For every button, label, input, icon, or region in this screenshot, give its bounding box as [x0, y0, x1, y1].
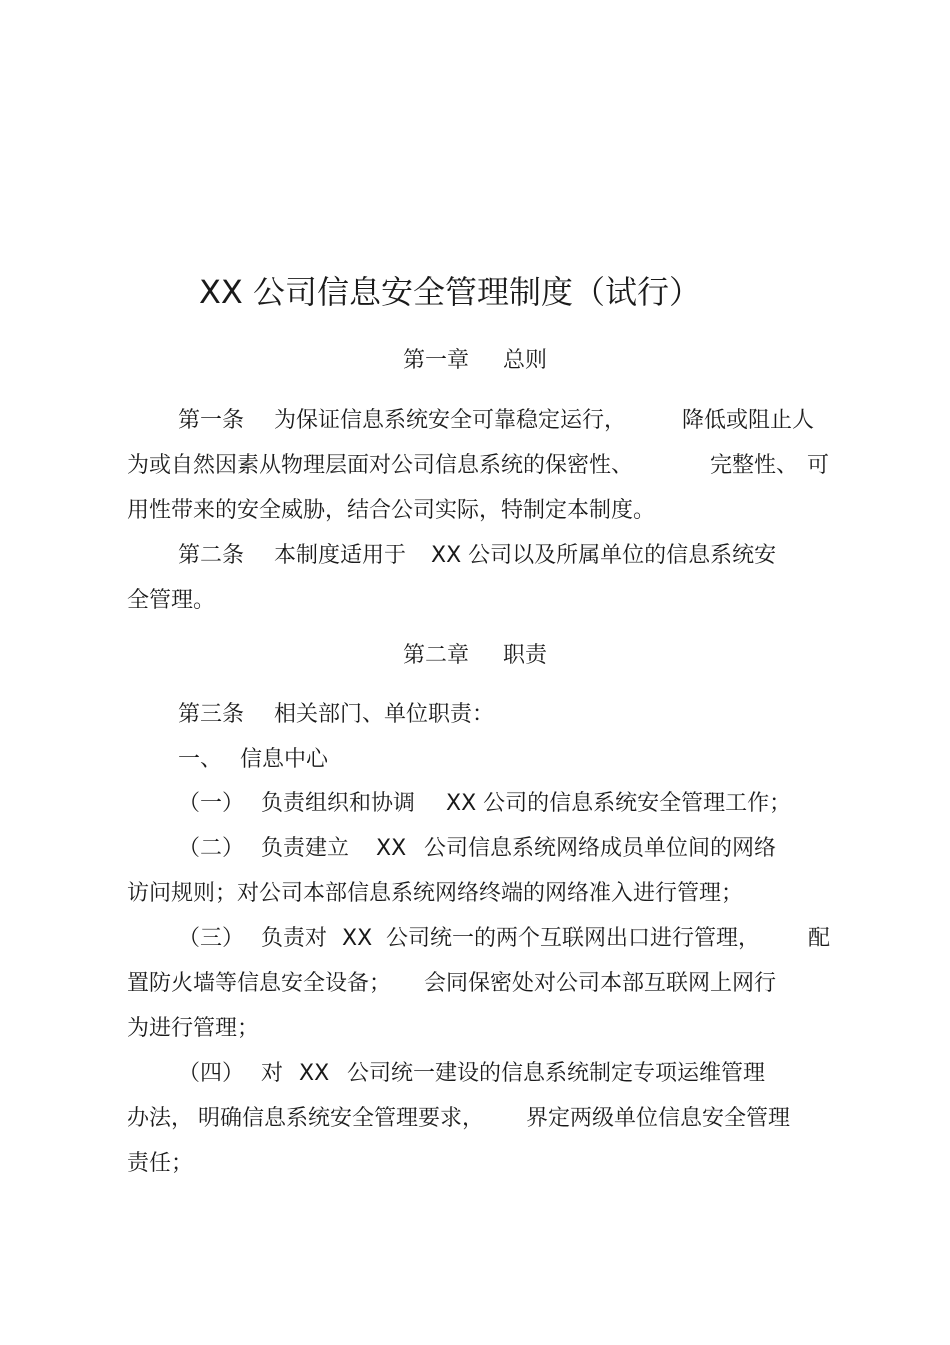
article-2-label: 第二条 [178, 543, 245, 568]
article-2-line-2: 全管理。 [127, 588, 216, 613]
article-1-line-3: 用性带来的安全威胁，结合公司实际，特制定本制度。 [127, 498, 656, 523]
item-2-text: 负责建立 [261, 836, 350, 861]
chapter-1-name: 总则 [503, 348, 548, 373]
article-3-text: 相关部门、单位职责： [274, 702, 495, 727]
item-2-number: （二） [178, 836, 245, 861]
item-1-number: （一） [178, 791, 245, 816]
item-1-text: 负责组织和协调 [261, 791, 416, 816]
article-1-text: 降低或阻止人 [682, 408, 815, 433]
item-3-text: 负责对 [261, 926, 328, 951]
article-2-text: XX 公司以及所属单位的信息系统安 [431, 543, 777, 568]
item-1-text: XX 公司的信息系统安全管理工作； [446, 791, 792, 816]
item-3-text: 公司统一的两个互联网出口进行管理， [386, 926, 761, 951]
article-3-label: 第三条 [178, 702, 245, 727]
item-4-text: 公司统一建设的信息系统制定专项运维管理 [347, 1061, 766, 1086]
article-1-text: 完整性、 [710, 453, 799, 478]
item-4-text: 明确信息系统安全管理要求， [198, 1106, 485, 1131]
article-2-text: 本制度适用于 [274, 543, 407, 568]
item-2-line-2: 访问规则；对公司本部信息系统网络终端的网络准入进行管理； [127, 881, 744, 906]
item-3-text: XX [342, 926, 373, 951]
item-4-number: （四） [178, 1061, 245, 1086]
item-4-line-3: 责任； [127, 1151, 194, 1176]
item-3-number: （三） [178, 926, 245, 951]
chapter-2-name: 职责 [503, 643, 548, 668]
item-4-text: XX [299, 1061, 330, 1086]
document-title: XX 公司信息安全管理制度（试行） [198, 273, 702, 311]
section-1-name: 信息中心 [240, 747, 329, 772]
article-1-label: 第一条 [178, 408, 245, 433]
item-4-text: 界定两级单位信息安全管理 [526, 1106, 791, 1131]
item-3-text: 配 [808, 926, 831, 951]
item-4-text: 办法， [127, 1106, 194, 1131]
item-3-text: 置防火墙等信息安全设备； [127, 971, 392, 996]
article-1-text: 可 [807, 453, 830, 478]
chapter-2-number: 第二章 [402, 643, 469, 668]
item-3-line-3: 为进行管理； [127, 1016, 260, 1041]
chapter-1-number: 第一章 [402, 348, 469, 373]
article-1-text: 为或自然因素从物理层面对公司信息系统的保密性、 [127, 453, 634, 478]
article-1-text: 为保证信息系统安全可靠稳定运行， [274, 408, 627, 433]
item-2-text: XX [376, 836, 407, 861]
item-3-text: 会同保密处对公司本部互联网上网行 [424, 971, 777, 996]
section-1-number: 一、 [178, 747, 223, 772]
item-2-text: 公司信息系统网络成员单位间的网络 [424, 836, 777, 861]
chapter-1-heading [0, 346, 950, 376]
chapter-2-heading [0, 641, 950, 671]
item-4-text: 对 [261, 1061, 284, 1086]
